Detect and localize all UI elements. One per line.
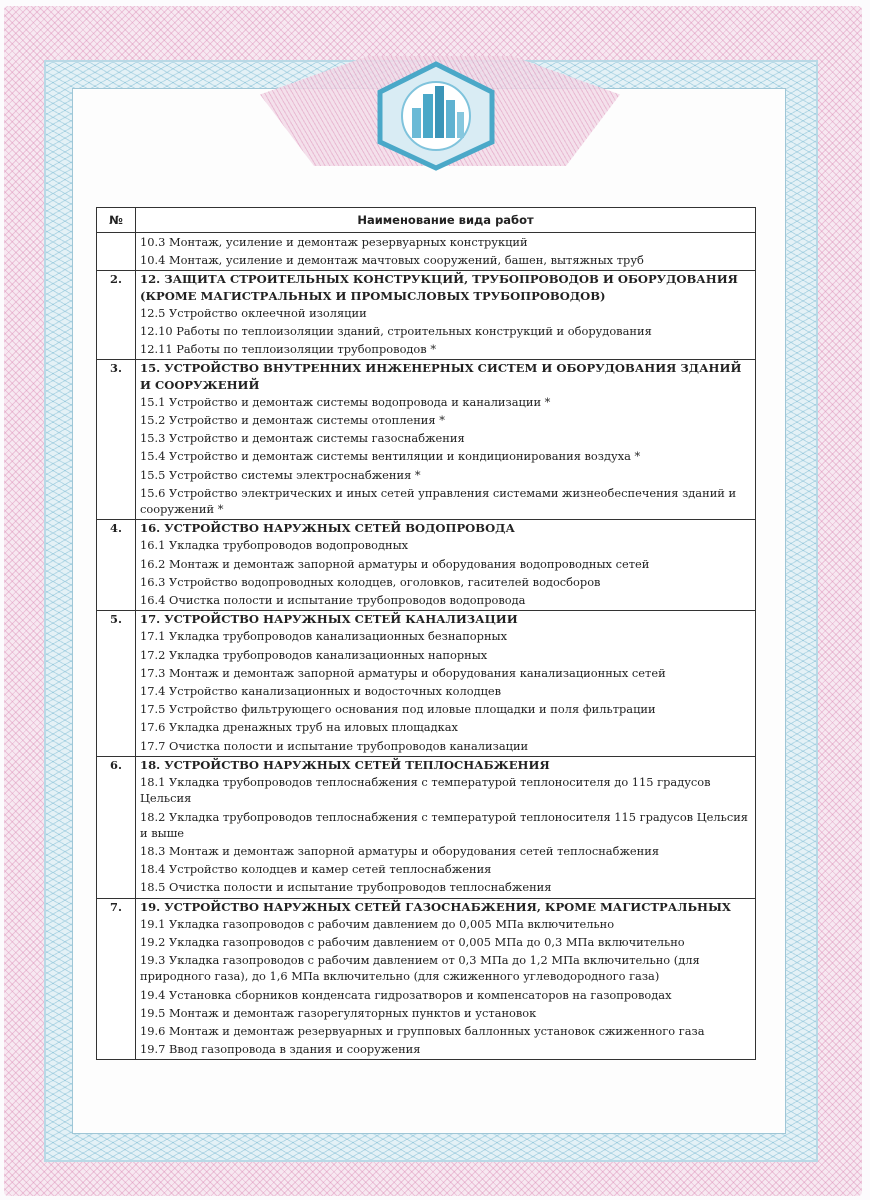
work-item: 18.1 Укладка трубопроводов теплоснабжения с температурой теплоносителя до 115 градусов Цельсия	[140, 775, 711, 806]
work-item: 12.10 Работы по теплоизоляции зданий, строительных конструкций и оборудования	[140, 324, 652, 339]
work-item: 17.7 Очистка полости и испытание трубопроводов канализации	[140, 738, 529, 753]
table-row	[97, 520, 756, 611]
work-item: 17.6 Укладка дренажных труб на иловых площадках	[140, 720, 458, 735]
table-row	[97, 271, 756, 360]
works-table	[96, 207, 756, 1060]
work-item: 15.5 Устройство системы электроснабжения *	[140, 467, 421, 482]
table-row	[97, 756, 756, 898]
row-content	[136, 520, 756, 611]
work-item: 15.6 Устройство электрических и иных сетей управления системами жизнеобеспечения зданий и сооружений *	[140, 485, 737, 517]
work-item: 19.3 Укладка газопроводов с рабочим давлением от 0,3 МПа до 1,2 МПа включительно (для природного газа), до 1,6 МПа включительно (для сжиженного углеводородного газа)	[140, 953, 700, 984]
table-row	[97, 360, 756, 520]
row-number: 4.	[97, 520, 136, 611]
section-title: 18. УСТРОЙСТВО НАРУЖНЫХ СЕТЕЙ ТЕПЛОСНАБЖЕНИЯ	[140, 757, 550, 772]
table-row	[97, 611, 756, 757]
section-title: 15. УСТРОЙСТВО ВНУТРЕННИХ ИНЖЕНЕРНЫХ СИСТЕМ И ОБОРУДОВАНИЯ ЗДАНИЙ И СООРУЖЕНИЙ	[140, 361, 742, 392]
work-item: 19.7 Ввод газопровода в здания и сооружения	[140, 1042, 421, 1057]
table-row	[97, 898, 756, 1060]
work-item: 10.3 Монтаж, усиление и демонтаж резервуарных конструкций	[140, 235, 528, 249]
work-item: 17.5 Устройство фильтрующего основания под иловые площадки и поля фильтрации	[140, 702, 656, 717]
row-number: 5.	[97, 611, 136, 757]
row-content	[136, 233, 756, 271]
work-item: 19.2 Укладка газопроводов с рабочим давлением от 0,005 МПа до 0,3 МПа включительно	[140, 934, 685, 949]
work-item: 18.2 Укладка трубопроводов теплоснабжения с температурой теплоносителя 115 градусов Цельсия и выше	[140, 809, 748, 840]
row-content	[136, 756, 756, 898]
row-number: 3.	[97, 360, 136, 520]
row-number: 6.	[97, 756, 136, 898]
section-title: 19. УСТРОЙСТВО НАРУЖНЫХ СЕТЕЙ ГАЗОСНАБЖЕНИЯ, КРОМЕ МАГИСТРАЛЬНЫХ	[140, 899, 731, 914]
row-content	[136, 898, 756, 1060]
work-item: 15.1 Устройство и демонтаж системы водопровода и канализации *	[140, 394, 551, 409]
work-item: 15.4 Устройство и демонтаж системы вентиляции и кондиционирования воздуха *	[140, 449, 641, 464]
work-item: 15.3 Устройство и демонтаж системы газоснабжения	[140, 431, 465, 446]
work-item: 19.5 Монтаж и демонтаж газорегуляторных пунктов и установок	[140, 1005, 537, 1020]
work-item: 12.5 Устройство оклеечной изоляции	[140, 305, 367, 320]
work-item: 17.2 Укладка трубопроводов канализационных напорных	[140, 647, 488, 662]
work-item: 17.4 Устройство канализационных и водосточных колодцев	[140, 684, 502, 699]
table-row	[97, 233, 756, 271]
work-item: 16.1 Укладка трубопроводов водопроводных	[140, 538, 409, 553]
section-title: 12. ЗАЩИТА СТРОИТЕЛЬНЫХ КОНСТРУКЦИЙ, ТРУБОПРОВОДОВ И ОБОРУДОВАНИЯ (КРОМЕ МАГИСТРАЛЬНЫХ И ПРОМЫСЛОВЫХ ТРУБОПРОВОДОВ)	[140, 272, 738, 303]
work-item: 15.2 Устройство и демонтаж системы отопления *	[140, 413, 445, 428]
header-num: №	[97, 208, 136, 233]
row-content	[136, 360, 756, 520]
work-item: 10.4 Монтаж, усиление и демонтаж мачтовых сооружений, башен, вытяжных труб	[140, 253, 644, 268]
row-content	[136, 271, 756, 360]
work-item: 16.4 Очистка полости и испытание трубопроводов водопровода	[140, 593, 526, 608]
section-title: 17. УСТРОЙСТВО НАРУЖНЫХ СЕТЕЙ КАНАЛИЗАЦИИ	[140, 612, 518, 627]
work-item: 17.3 Монтаж и демонтаж запорной арматуры и оборудования канализационных сетей	[140, 665, 666, 680]
header-work-name: Наименование вида работ	[136, 208, 756, 233]
work-item: 19.6 Монтаж и демонтаж резервуарных и групповых баллонных установок сжиженного газа	[140, 1023, 705, 1038]
work-item: 12.11 Работы по теплоизоляции трубопроводов *	[140, 342, 437, 357]
work-item: 18.5 Очистка полости и испытание трубопроводов теплоснабжения	[140, 880, 552, 895]
work-item: 19.1 Укладка газопроводов с рабочим давлением до 0,005 МПа включительно	[140, 916, 615, 931]
work-item: 17.1 Укладка трубопроводов канализационных безнапорных	[140, 629, 508, 644]
row-content	[136, 611, 756, 757]
row-number: 2.	[97, 271, 136, 360]
work-item: 18.4 Устройство колодцев и камер сетей теплоснабжения	[140, 862, 492, 877]
row-number	[97, 233, 136, 271]
city-skyline-icon	[370, 60, 502, 172]
work-item: 19.4 Установка сборников конденсата гидрозатворов и компенсаторов на газопроводах	[140, 987, 672, 1002]
section-title: 16. УСТРОЙСТВО НАРУЖНЫХ СЕТЕЙ ВОДОПРОВОДА	[140, 521, 515, 536]
work-item: 18.3 Монтаж и демонтаж запорной арматуры и оборудования сетей теплоснабжения	[140, 843, 660, 858]
table-header-row	[97, 208, 756, 233]
work-item: 16.2 Монтаж и демонтаж запорной арматуры и оборудования водопроводных сетей	[140, 556, 650, 571]
work-item: 16.3 Устройство водопроводных колодцев, оголовков, гасителей водосборов	[140, 574, 601, 589]
row-number: 7.	[97, 898, 136, 1060]
